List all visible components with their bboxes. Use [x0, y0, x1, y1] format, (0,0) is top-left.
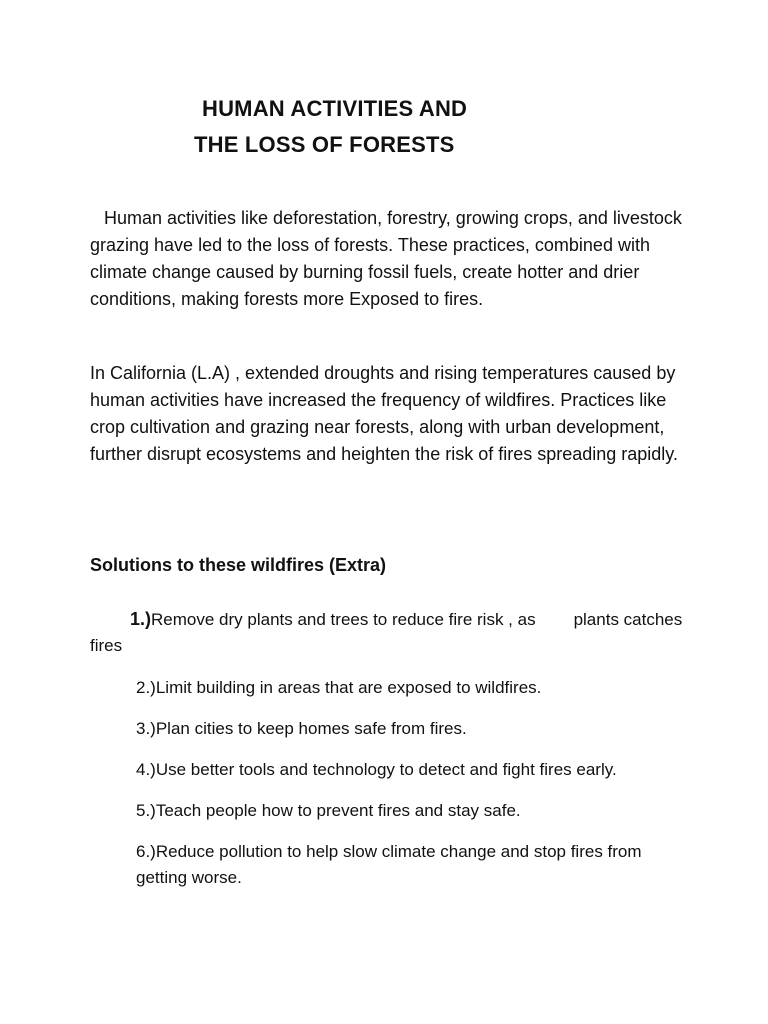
solution-item-1-text-a: Remove dry plants and trees to reduce fire risk , as: [151, 610, 536, 629]
solution-item-4: 4.)Use better tools and technology to detect and fight fires early.: [136, 760, 617, 779]
document-title-line-1: HUMAN ACTIVITIES AND: [202, 96, 468, 121]
solution-item-3: 3.)Plan cities to keep homes safe from fires.: [136, 719, 467, 738]
solution-item-5: 5.)Teach people how to prevent fires and stay safe.: [136, 801, 521, 820]
paragraph-deforestation: Human activities like deforestation, forestry, growing crops, and livestock grazing have led to the loss of forests. These practices, combined with climate change caused by burning fossil fuels, create hotter and drier conditions, making forests more Exposed to fires.: [90, 208, 682, 309]
document-title-line-2: THE LOSS OF FORESTS: [194, 132, 455, 157]
solution-item-2: 2.)Limit building in areas that are exposed to wildfires.: [136, 678, 542, 697]
solutions-heading: Solutions to these wildfires (Extra): [90, 555, 387, 575]
solution-item-1-number: 1.): [130, 609, 152, 629]
solution-item-1-text-b: plants catches fires: [90, 610, 683, 655]
paragraph-california: In California (L.A) , extended droughts and rising temperatures caused by human activities have increased the frequency of wildfires. Practices like crop cultivation and grazing near forests, along with urban development, further disrupt ecosystems and heighten the risk of fires spreading rapidly.: [90, 363, 678, 464]
solution-item-1: [90, 606, 690, 659]
solution-item-6: 6.)Reduce pollution to help slow climate change and stop fires from getting worse.: [136, 842, 642, 887]
